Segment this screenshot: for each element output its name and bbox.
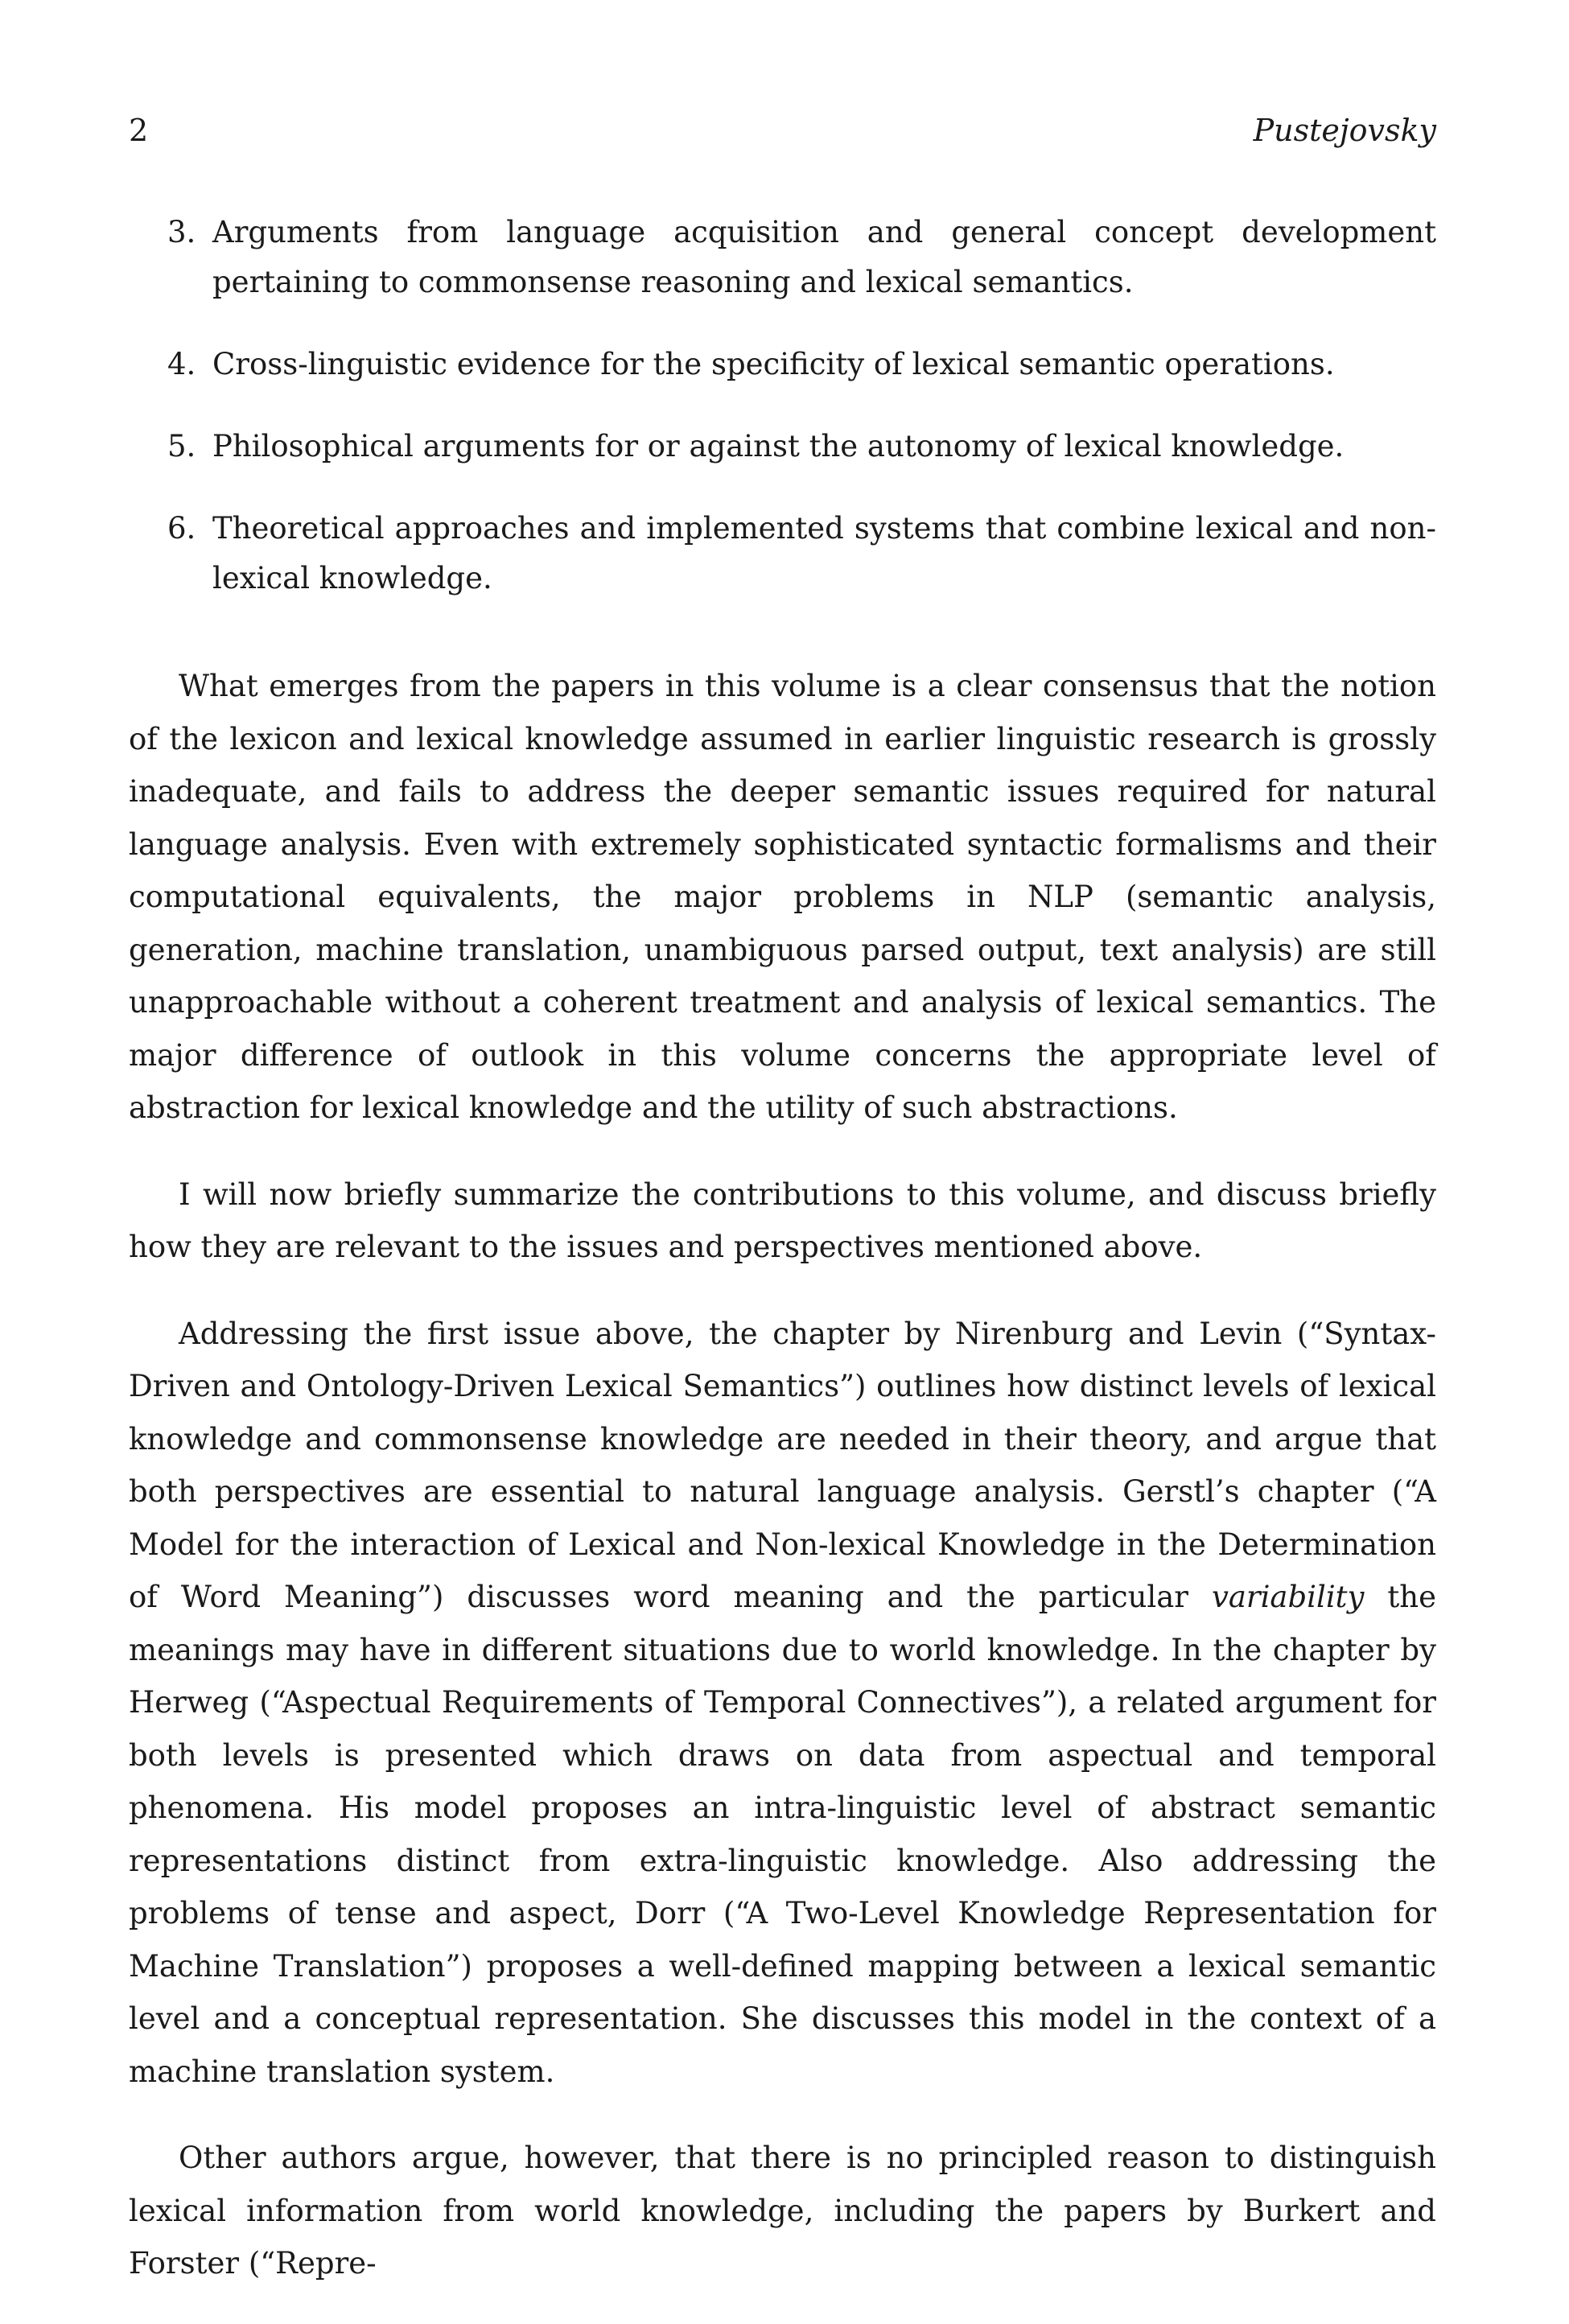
list-item-number: 6. [167,511,196,546]
list-item-number: 5. [167,429,196,464]
paragraph [129,1308,1436,2099]
paragraph: I will now briefly summarize the contributions to this volume, and discuss briefly how they are relevant to the issues and perspectives mentioned above. [129,1176,1436,1264]
list-item [129,504,1436,604]
page-header [129,113,1436,161]
paragraph-text: Addressing the first issue above, the chapter by Nirenburg and Levin (“Syntax-Driven and Ontology-Driven Lexical Semantics”) outlines how distinct levels of lexical knowledge and commonsense knowledge are needed in their theory, and argue that both perspectives are essential to natural language analysis. Gerstl’s chapter (“A Model for the interaction of Lexical and Non-lexical Knowledge in the Determination of Word Meaning”) discusses word meaning and the particular [129,1316,1436,1614]
paragraph: What emerges from the papers in this volume is a clear consensus that the notion of the lexicon and lexical knowledge assumed in earlier linguistic research is grossly inadequate, and fails to address the deeper semantic issues required for natural language analysis. Even with extremely sophisticated syntactic formalisms and their computational equivalents, the major problems in NLP (semantic analysis, generation, machine translation, unambiguous parsed output, text analysis) are still unapproachable without a coherent treatment and analysis of lexical semantics. The major difference of outlook in this volume concerns the appropriate level of abstraction for lexical knowledge and the utility of such abstractions. [129,669,1436,1125]
paragraph: Other authors argue, however, that there is no principled reason to distinguish lexical information from world knowledge, including the papers by Burkert and Forster (“Repre- [129,2141,1436,2281]
paragraph-text: the meanings may have in different situations due to world knowledge. In the chapter by Herweg (“Aspectual Requirements of Temporal Connectives”), a related argument for both levels is presented which draws on data from aspectual and temporal phenomena. His model proposes an intra-linguistic level of abstract semantic representations distinct from extra-linguistic knowledge. Also addressing the problems of tense and aspect, Dorr (“A Two-Level Knowledge Representation for Machine Translation”) proposes a well-defined mapping between a lexical semantic level and a conceptual representation. She discusses this model in the context of a machine translation system. [129,1580,1436,2089]
running-head: Pustejovsky [1253,113,1436,148]
list-item-text: Theoretical approaches and implemented systems that combine lexical and non-lexical knowledge. [212,511,1436,595]
list-item-text: Arguments from language acquisition and general concept development pertaining to commonsense reasoning and lexical semantics. [212,215,1436,299]
page-number: 2 [129,113,149,148]
list-item-text: Cross-linguistic evidence for the specificity of lexical semantic operations. [212,347,1335,381]
body-text [129,660,1436,2324]
list-item [129,422,1436,472]
list-item-number: 4. [167,347,196,381]
list-item [129,340,1436,389]
list-item-text: Philosophical arguments for or against the autonomy of lexical knowledge. [212,429,1345,464]
list-item-number: 3. [167,215,196,249]
emphasized-term: variability [1211,1580,1365,1614]
numbered-list [129,208,1436,636]
list-item [129,208,1436,307]
